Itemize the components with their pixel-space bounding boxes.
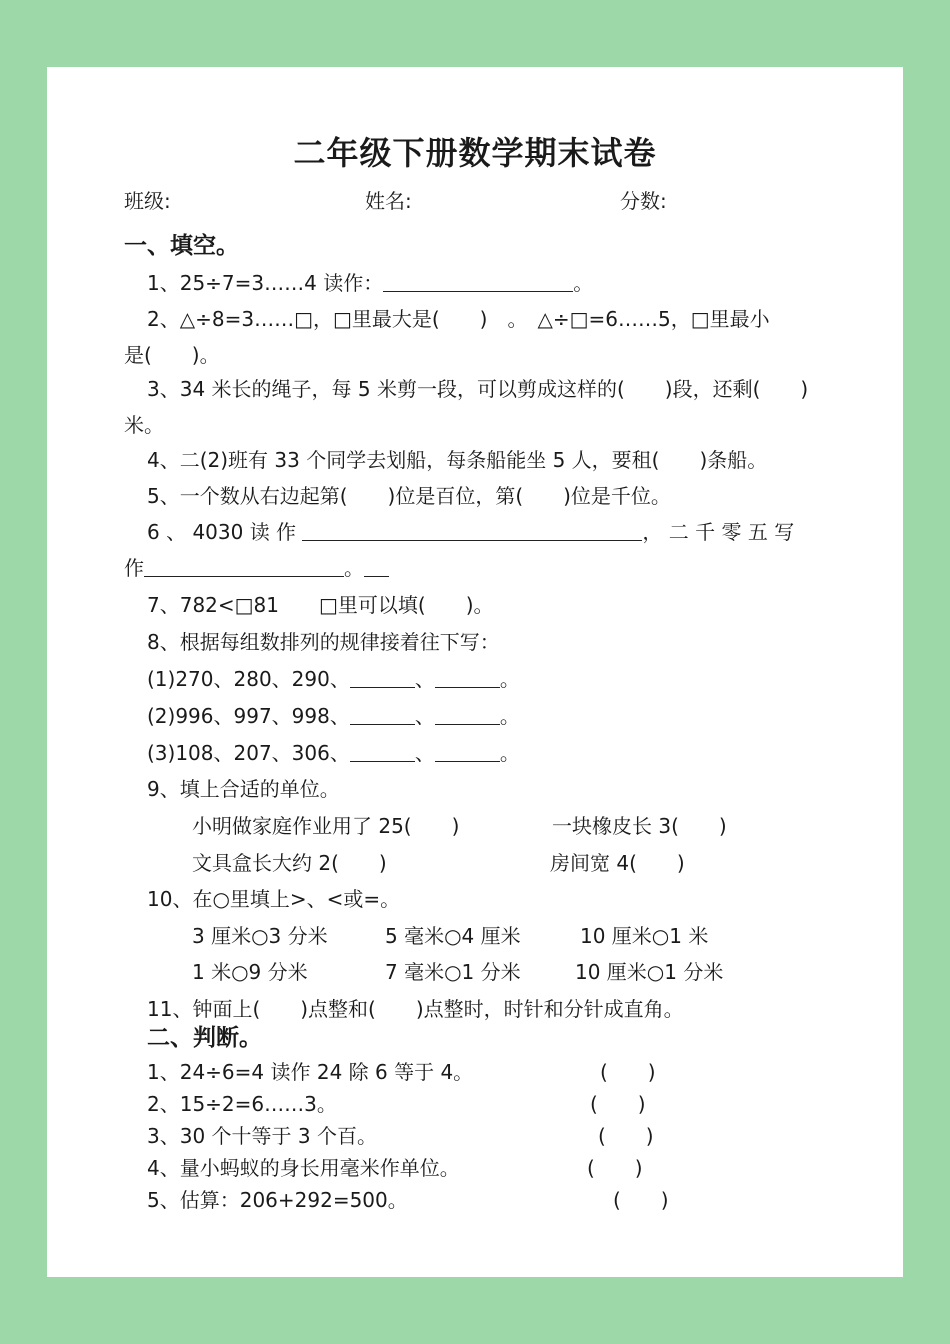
q1-end: 。: [573, 271, 594, 295]
question-10: 10、在○里填上>、<或=。: [147, 887, 401, 911]
judge-paren-2: ( ): [590, 1092, 646, 1116]
page-title: 二年级下册数学期末试卷: [293, 134, 657, 172]
q9-item-b: 一块橡皮长 3( ): [552, 814, 727, 838]
judge-item-3: 3、30 个十等于 3 个百。: [147, 1124, 377, 1148]
q10-r2-b: 7 毫米○1 分米: [385, 960, 521, 984]
score-label: 分数:: [620, 189, 667, 213]
q1-answer-blank: [383, 271, 573, 292]
q9-item-c: 文具盒长大约 2( ): [192, 851, 387, 875]
q8-s1-sep: 、: [414, 667, 435, 691]
section2-heading: 二、判断。: [147, 1025, 262, 1051]
q9-item-a: 小明做家庭作业用了 25( ): [192, 814, 460, 838]
q6-end: 。: [344, 556, 364, 580]
judge-paren-5: ( ): [613, 1188, 669, 1212]
judge-paren-3: ( ): [598, 1124, 654, 1148]
judge-item-1: 1、24÷6=4 读作 24 除 6 等于 4。: [147, 1060, 474, 1084]
q8-s2-sep: 、: [414, 704, 435, 728]
q1-text: 1、25÷7=3……4 读作：: [147, 271, 384, 295]
question-5: 5、一个数从右边起第( )位是百位，第( )位是千位。: [147, 484, 671, 508]
q8-s1-text: (1)270、280、290、: [147, 667, 350, 691]
q8-s2-end: 。: [499, 704, 520, 728]
q10-r1-b: 5 毫米○4 厘米: [385, 924, 521, 948]
q6-tail-line: [364, 556, 389, 577]
q6-write-prefix: 作: [124, 556, 144, 580]
q10-r2-a: 1 米○9 分米: [192, 960, 308, 984]
q8-sequence-2: [147, 703, 520, 729]
question-11: 11、钟面上( )点整和( )点整时，时针和分针成直角。: [147, 997, 684, 1021]
question-4: 4、二(2)班有 33 个同学去划船，每条船能坐 5 人，要租( )条船。: [147, 448, 768, 472]
judge-item-2: 2、15÷2=6……3。: [147, 1092, 337, 1116]
question-7: 7、782<□81 □里可以填( )。: [147, 593, 494, 617]
q6-read-blank: [302, 520, 642, 541]
q8-sequence-1: [147, 666, 520, 692]
q8-s3-blank-a: [350, 741, 415, 762]
question-1: [147, 270, 593, 296]
q10-r2-c: 10 厘米○1 分米: [575, 960, 724, 984]
q8-s3-end: 。: [499, 741, 520, 765]
question-6-line1: [147, 519, 794, 545]
q6-write-blank: [144, 556, 344, 577]
judge-item-5: 5、估算：206+292=500。: [147, 1188, 408, 1212]
q8-s3-text: (3)108、207、306、: [147, 741, 350, 765]
judge-paren-1: ( ): [600, 1060, 656, 1084]
question-2-line1: 2、△÷8=3……□，□里最大是( ) 。 △÷□=6……5，□里最小: [147, 307, 770, 331]
name-label: 姓名:: [365, 189, 412, 213]
question-8: 8、根据每组数排列的规律接着往下写：: [147, 630, 500, 654]
question-6-line2: [124, 555, 389, 581]
q10-r1-c: 10 厘米○1 米: [580, 924, 709, 948]
q8-s3-sep: 、: [414, 741, 435, 765]
q8-s1-end: 。: [499, 667, 520, 691]
question-3-line2: 米。: [124, 413, 164, 437]
q6-write-label: ， 二 千 零 五 写: [642, 520, 795, 544]
q8-s1-blank-b: [435, 667, 500, 688]
class-label: 班级:: [124, 189, 171, 213]
q6-read-label: 6 、 4030 读 作: [147, 520, 297, 544]
question-2-line2: 是( )。: [124, 343, 220, 367]
question-9: 9、填上合适的单位。: [147, 777, 340, 801]
q8-s2-blank-a: [350, 704, 415, 725]
q10-r1-a: 3 厘米○3 分米: [192, 924, 328, 948]
q8-s2-blank-b: [435, 704, 500, 725]
section1-heading: 一、填空。: [124, 233, 239, 259]
question-3-line1: 3、34 米长的绳子，每 5 米剪一段，可以剪成这样的( )段，还剩( ): [147, 377, 809, 401]
q9-item-d: 房间宽 4( ): [550, 851, 685, 875]
q8-s2-text: (2)996、997、998、: [147, 704, 350, 728]
q8-s1-blank-a: [350, 667, 415, 688]
judge-item-4: 4、量小蚂蚁的身长用毫米作单位。: [147, 1156, 460, 1180]
q8-sequence-3: [147, 740, 520, 766]
q8-s3-blank-b: [435, 741, 500, 762]
judge-paren-4: ( ): [587, 1156, 643, 1180]
